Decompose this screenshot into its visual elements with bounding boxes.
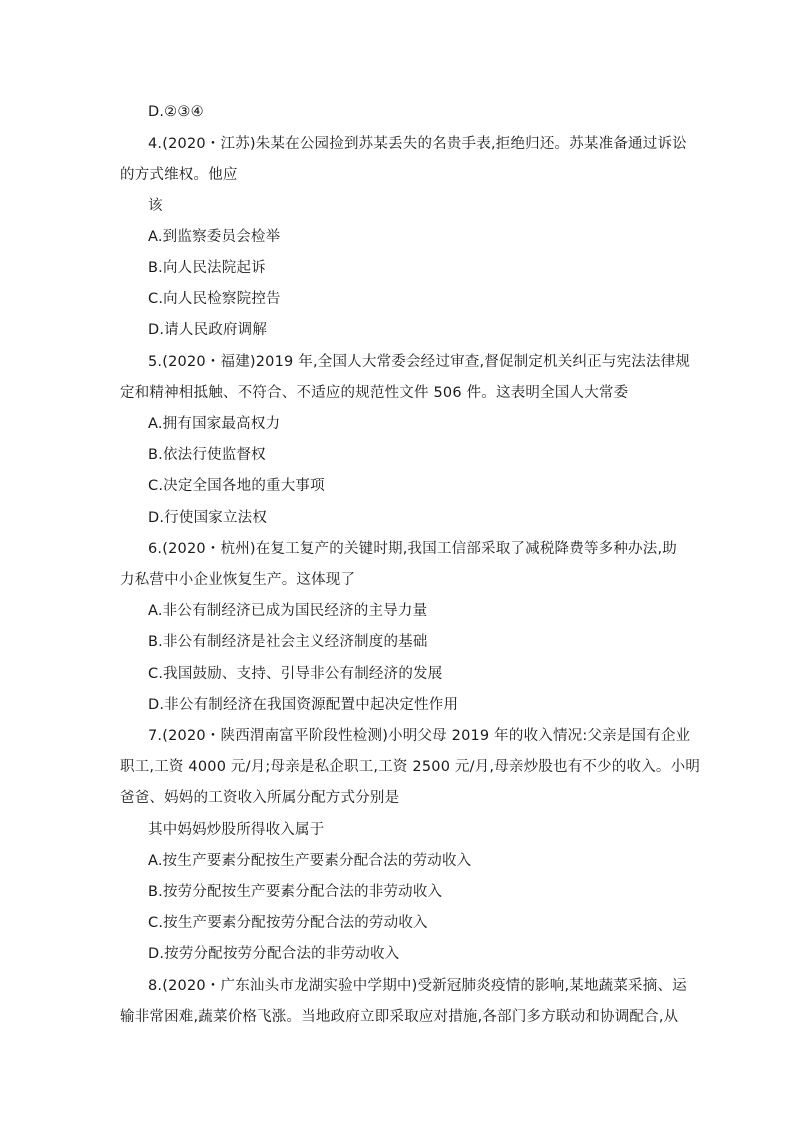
q6-option-b: B.非公有制经济是社会主义经济制度的基础	[148, 634, 428, 650]
q6-option-d: D.非公有制经济在我国资源配置中起决定性作用	[148, 697, 459, 713]
q7-option-d: D.按劳分配按劳分配合法的非劳动收入	[148, 946, 400, 962]
q5-option-c: C.决定全国各地的重大事项	[148, 478, 325, 494]
q4-option-c: C.向人民检察院控告	[148, 291, 281, 307]
q4-stem-line1: 4.(2020・江苏)朱某在公园捡到苏某丢失的名贵手表,拒绝归还。苏某准备通过诉讼	[148, 136, 687, 152]
q8-stem-line1: 8.(2020・广东汕头市龙湖实验中学期中)受新冠肺炎疫情的影响,某地蔬菜采摘、运	[148, 978, 687, 994]
q7-option-c: C.按生产要素分配按劳分配合法的劳动收入	[148, 915, 428, 931]
q7-stem-line1: 7.(2020・陕西渭南富平阶段性检测)小明父母 2019 年的收入情况:父亲是国有企业	[148, 728, 691, 744]
q5-stem-line2: 定和精神相抵触、不符合、不适应的规范性文件 506 件。这表明全国人大常委	[120, 385, 629, 401]
q4-option-d: D.请人民政府调解	[148, 322, 268, 338]
q4-stem-line2: 的方式维权。他应	[120, 167, 238, 183]
q5-stem-line1: 5.(2020・福建)2019 年,全国人大常委会经过审查,督促制定机关纠正与宪法法律规	[148, 354, 691, 370]
q7-stem-line3: 爸爸、妈妈的工资收入所属分配方式分别是	[120, 790, 400, 806]
q5-option-b: B.依法行使监督权	[148, 447, 266, 463]
q5-option-a: A.拥有国家最高权力	[148, 416, 281, 432]
q4-stem-line3: 该	[148, 198, 163, 214]
q8-stem-line2: 输非常困难,蔬菜价格飞涨。当地政府立即采取应对措施,各部门多方联动和协调配合,从	[120, 1009, 679, 1025]
q6-stem-line2: 力私营中小企业恢复生产。这体现了	[120, 572, 356, 588]
q6-stem-line1: 6.(2020・杭州)在复工复产的关键时期,我国工信部采取了减税降费等多种办法,助	[148, 541, 677, 557]
q3-option-d: D.②③④	[148, 104, 204, 120]
q4-option-a: A.到监察委员会检举	[148, 229, 281, 245]
q6-option-c: C.我国鼓励、支持、引导非公有制经济的发展	[148, 666, 443, 682]
q5-option-d: D.行使国家立法权	[148, 510, 268, 526]
q7-stem-line4: 其中妈妈炒股所得收入属于	[148, 822, 325, 838]
q7-option-b: B.按劳分配按生产要素分配合法的非劳动收入	[148, 884, 443, 900]
q7-option-a: A.按生产要素分配按生产要素分配合法的劳动收入	[148, 853, 472, 869]
q4-option-b: B.向人民法院起诉	[148, 260, 266, 276]
q7-stem-line2: 职工,工资 4000 元/月;母亲是私企职工,工资 2500 元/月,母亲炒股也有不少的收入。小明	[120, 759, 701, 775]
q6-option-a: A.非公有制经济已成为国民经济的主导力量	[148, 603, 428, 619]
